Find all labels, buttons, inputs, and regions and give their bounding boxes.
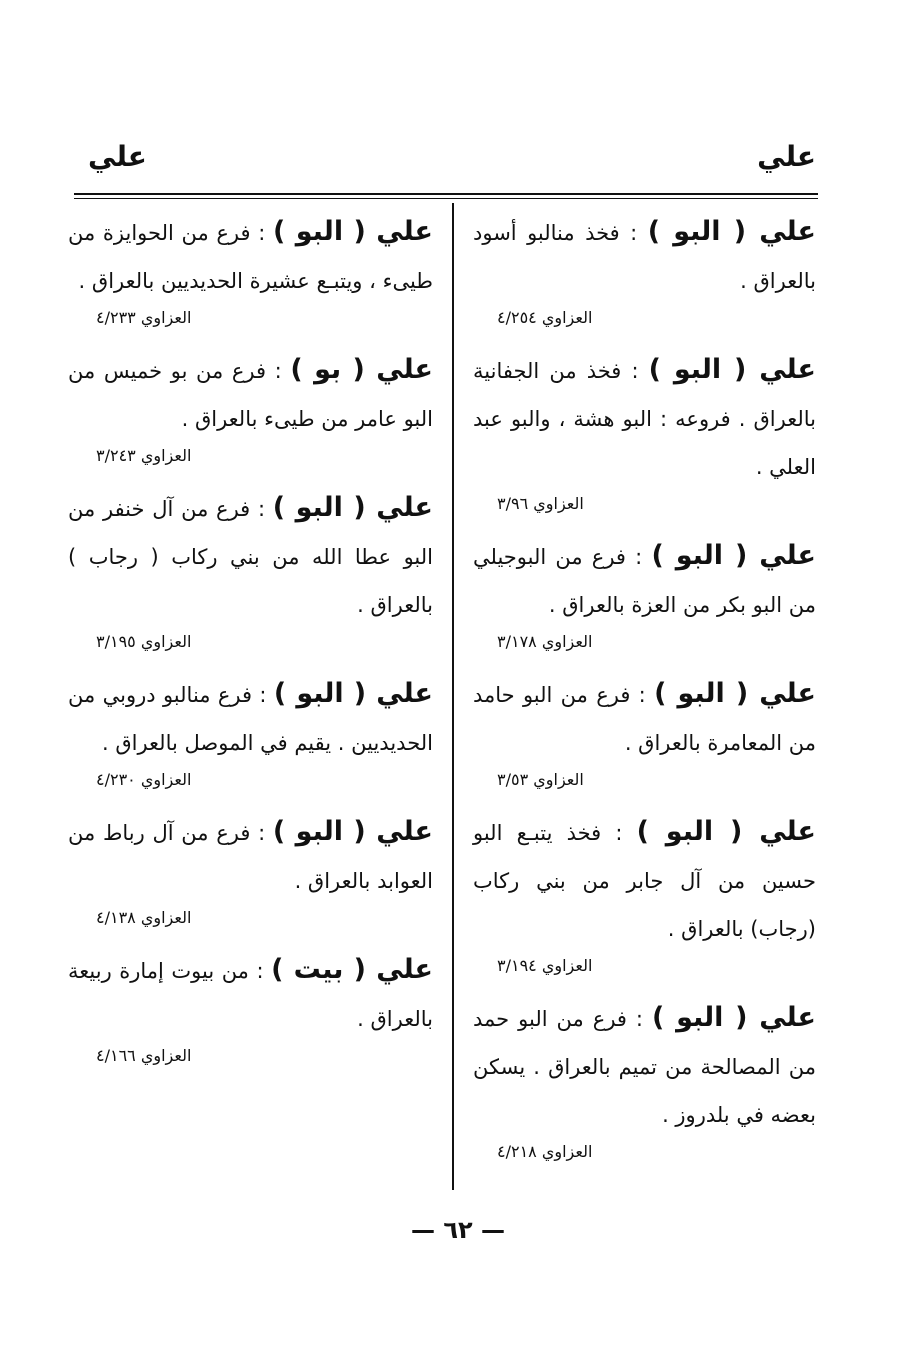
entry-text [473,346,816,491]
entry-body: : فرع من البوجيلي من البو بكر من العزة بالعراق . [473,545,816,617]
entry-text [473,208,816,305]
entry-text [473,808,816,953]
entry-reference: العزاوي ٣/١٩٤ [497,956,593,975]
entry-headword: علي ( البو ) [647,216,816,247]
dictionary-entry [473,208,816,331]
entry-reference: العزاوي ٣/٢٤٣ [96,446,192,465]
entry-body: : فخذ يتبـع البو حسين من آل جابر من بني ركاب (رجاب) بالعراق . [473,821,816,941]
entry-reference: العزاوي ٤/٢٣٣ [96,308,192,327]
entry-text [473,994,816,1139]
entry-body: : فرع من الحوايزة من طيىء ، ويتبـع عشيرة الحديديين بالعراق . [68,221,433,293]
dictionary-entry [68,946,433,1069]
dictionary-entry [68,670,433,793]
entry-text [473,532,816,629]
dictionary-entry [473,994,816,1165]
dictionary-entry [473,670,816,793]
header-word-left: علي [88,140,147,173]
header-rule [74,193,818,195]
entry-headword: علي ( البو ) [272,816,433,847]
entry-headword: علي ( البو ) [652,1002,816,1033]
entry-text [68,346,433,443]
entry-body: : فرع منالبو دروبي من الحديديين . يقيم في الموصل بالعراق . [68,683,433,755]
dictionary-entry [473,346,816,517]
dictionary-entry [68,484,433,655]
entry-reference: العزاوي ٣/٩٦ [497,494,584,513]
entry-reference: العزاوي ٣/٥٣ [497,770,584,789]
entry-body: : من بيوت إمارة ربيعة بالعراق . [68,959,433,1031]
entry-reference: العزاوي ٤/٢١٨ [497,1142,593,1161]
entry-reference: العزاوي ٣/١٧٨ [497,632,593,651]
entry-headword: علي ( البو ) [273,678,433,709]
entry-text [68,670,433,767]
entry-headword: علي ( البو ) [273,216,433,247]
entry-text [68,808,433,905]
dictionary-entry [473,808,816,979]
entry-body: : فرع من آل رباط من العوابد بالعراق . [68,821,433,893]
entry-body: : فرع من بو خميس من البو عامر من طيىء بالعراق . [68,359,433,431]
entry-headword: علي ( البو ) [636,816,816,847]
entry-text [68,484,433,629]
entry-body: : فخذ منالبو أسود بالعراق . [473,221,816,293]
entry-reference: العزاوي ٤/٢٣٠ [96,770,192,789]
entry-headword: علي ( البو ) [272,492,433,523]
entry-headword: علي ( البو ) [651,540,816,571]
left-column [68,208,433,1084]
right-column [473,208,816,1180]
entry-body: : فرع من البو حمد من المصالحة من تميم بالعراق . يسكن بعضه في بلدروز . [473,1007,816,1127]
entry-headword: علي ( بيت ) [271,954,433,985]
entry-reference: العزاوي ٤/٢٥٤ [497,308,593,327]
dictionary-entry [68,208,433,331]
entry-headword: علي ( البو ) [654,678,816,709]
header-word-right: علي [757,140,816,173]
entry-headword: علي ( بو ) [290,354,433,385]
entry-reference: العزاوي ٣/١٩٥ [96,632,192,651]
header-rule-thin [74,198,818,199]
entry-text [68,946,433,1043]
entry-text [68,208,433,305]
entry-body: : فرع من آل خنفر من البو عطا الله من بني ركاب ( رجاب ) بالعراق . [68,497,433,617]
dictionary-entry [68,346,433,469]
entry-reference: العزاوي ٤/١٦٦ [96,1046,192,1065]
page-number: — ٦٢ — [410,1216,505,1244]
entry-reference: العزاوي ٤/١٣٨ [96,908,192,927]
entry-headword: علي ( البو ) [648,354,816,385]
entry-text [473,670,816,767]
column-divider [452,203,454,1190]
entry-body: : فرع من البو حامد من المعامرة بالعراق . [473,683,816,755]
dictionary-entry [68,808,433,931]
entry-body: : فخذ من الجفانية بالعراق . فروعه : البو هشة ، والبو عبد العلي . [473,359,816,479]
dictionary-entry [473,532,816,655]
